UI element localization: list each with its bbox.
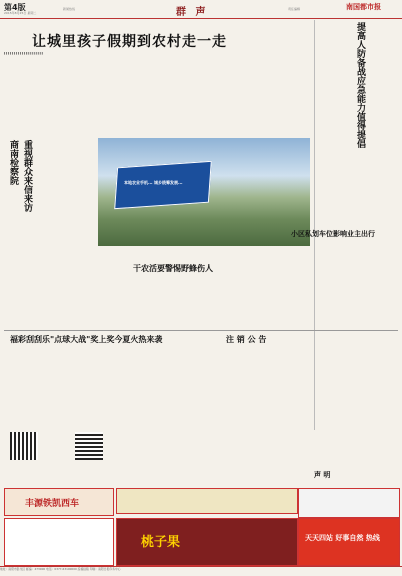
ad-bottom-middle-title: 桃子果: [141, 535, 181, 550]
ad-middle: [116, 488, 298, 514]
ad-bottom-middle: [116, 518, 298, 566]
page-date: 2015年8月25日 星期二: [4, 11, 37, 15]
article-body-middle: [100, 52, 204, 130]
ad-left-bottom: [4, 518, 114, 566]
ad-bottom-right: [298, 518, 400, 566]
ad-right: [298, 488, 400, 518]
side-article-body: [317, 22, 353, 222]
side-headline: 提高人防备战应急能力值得提倡: [355, 22, 365, 148]
article-body-left: ▍▍▍▍▍▍▍▍▍▍▍▍▍▍▍▍▍▍▍▍: [4, 52, 44, 55]
photo-sign-text: 本地农业手机... 城乡统筹发展...: [124, 180, 183, 185]
left-vertical-title: 商南检察院: [8, 140, 18, 185]
main-headline: 让城里孩子假期到农村走一走: [32, 34, 227, 50]
footer-text: 地址：南阳市卧龙区 邮编：473000 电话：0377-63100000 投稿信箱 印刷：南阳日报印务中心: [0, 567, 121, 571]
qr-code: [10, 432, 38, 460]
bee-headline: 干农活要警惕野蜂伤人: [133, 264, 213, 273]
ad-left-top: [4, 488, 114, 516]
article-body-middle2: [206, 52, 310, 130]
qr-code-2: [75, 432, 103, 460]
column-title: 群 声: [176, 7, 209, 18]
ad-bottom-right-title: 天天四站 好事自然 热线: [305, 534, 380, 542]
ad-left-top-title: 丰源铁凯西车: [25, 499, 80, 509]
notice-headline: 注 销 公 告: [226, 335, 267, 344]
responsible-editor: 责任编辑: [288, 7, 301, 11]
left-vertical-subtitle: 重视群众来信来访: [22, 140, 32, 212]
page-header: [0, 0, 402, 19]
column-divider: [314, 20, 315, 430]
editor-info: 新闻热线: [63, 7, 76, 11]
newspaper-logo: 南国都市报: [346, 2, 381, 11]
lottery-headline: 福彩刮刮乐"点球大战"奖上奖今夏火热来袭: [10, 335, 163, 344]
section-divider: [4, 330, 398, 331]
parking-headline: 小区私划车位影响业主出行: [291, 230, 375, 238]
page-number: 第4版: [4, 3, 26, 12]
statement-headline: 声 明: [314, 471, 331, 479]
